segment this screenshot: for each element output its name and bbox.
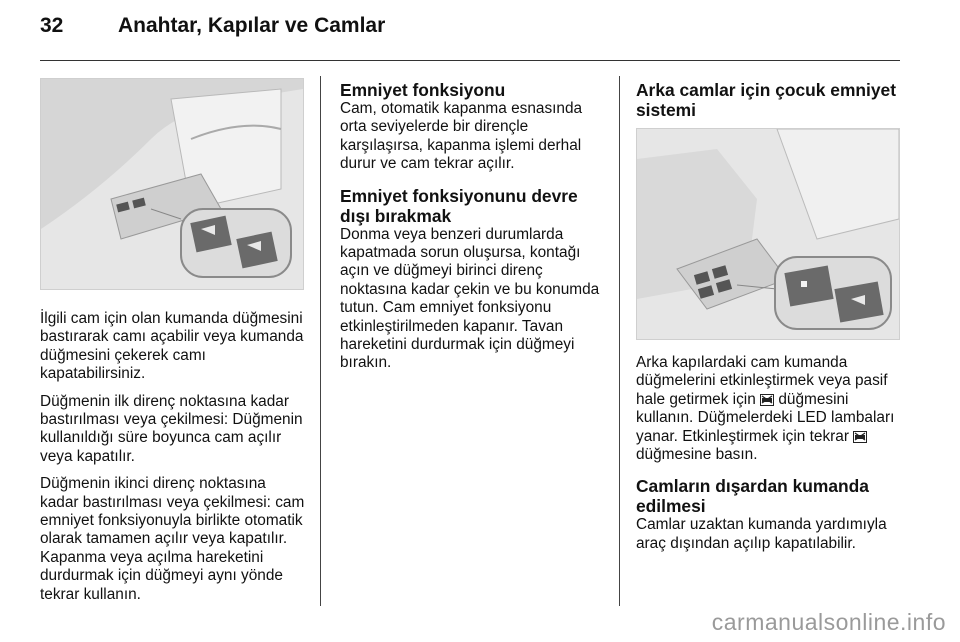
column-separator-1 (320, 76, 321, 606)
paragraph-child-safety (636, 354, 902, 464)
page-header (40, 14, 385, 54)
heading-child-safety: Arka camlar için çocuk emniyet sistemi (636, 80, 897, 120)
page-number: 32 (40, 14, 64, 37)
page-title: Anahtar, Kapılar ve Camlar (118, 14, 386, 37)
child-safety-text-b: düğmesini kullanın. Düğmelerdeki LED lambaları yanar. Etkinleştirmek için tekrar (636, 390, 895, 445)
column-1 (40, 78, 306, 613)
column-2 (340, 80, 608, 382)
child-lock-figure (636, 128, 900, 340)
column-3 (636, 80, 902, 562)
child-lock-illustration (637, 129, 899, 339)
header-rule (40, 60, 900, 61)
paragraph-2: Düğmenin ilk direnç noktasına kadar bastırılması veya çekilmesi: Düğmenin kullanıldığı süre boyunca cam açılır veya kapatılır. (40, 392, 303, 465)
paragraph-1: İlgili cam için olan kumanda düğmesini bastırarak camı açabilir veya kumanda düğmesini çekerek camı kapatabilirsiniz. (40, 310, 304, 383)
heading-remote-windows: Camların dışardan kumanda edilmesi (636, 476, 869, 517)
paragraph-remote-windows: Camlar uzaktan kumanda yardımıyla araç dışından açılıp kapatılabilir. (636, 516, 887, 552)
heading-disable-safety: Emniyet fonksiyonunu devre dışı bırakmak (340, 185, 578, 226)
paragraph-safety-function: Cam, otomatik kapanma esnasında orta seviyelerde bir dirençle karşılaşırsa, kapanma işlemi derhal durur ve cam tekrar açılır. (340, 100, 583, 173)
watermark: carmanualsonline.info (711, 609, 946, 635)
window-switch-figure (40, 78, 304, 290)
child-lock-window-icon (760, 394, 774, 406)
child-lock-window-icon-2 (853, 431, 867, 443)
heading-safety-function: Emniyet fonksiyonu (340, 80, 506, 100)
window-switch-illustration (41, 79, 303, 289)
paragraph-3: Düğmenin ikinci direnç noktasına kadar bastırılması veya çekilmesi: cam emniyet fonksiyonuyla birlikte otomatik olarak tamamen açılır veya kapatılır. Kapanma veya açılma hareketini durdurmak için düğmeyi aynı yönde tekrar kullanın. (40, 475, 305, 603)
paragraph-disable-safety: Donma veya benzeri durumlarda kapatmada sorun oluşursa, kontağı açın ve düğmeyi birinci direnç noktasına kadar çekin ve bu konumda tutun. Cam emniyet fonksiyonu etkinleştirilmeden kapanır. Tavan hareketini durdurmak için düğmeyi bırakın. (340, 225, 600, 372)
child-safety-text-c: düğmesine basın. (636, 446, 758, 464)
column-separator-2 (619, 76, 620, 606)
child-safety-text-a: Arka kapılardaki cam kumanda düğmelerini etkinleştirmek veya pasif hale getirmek için (636, 354, 888, 408)
